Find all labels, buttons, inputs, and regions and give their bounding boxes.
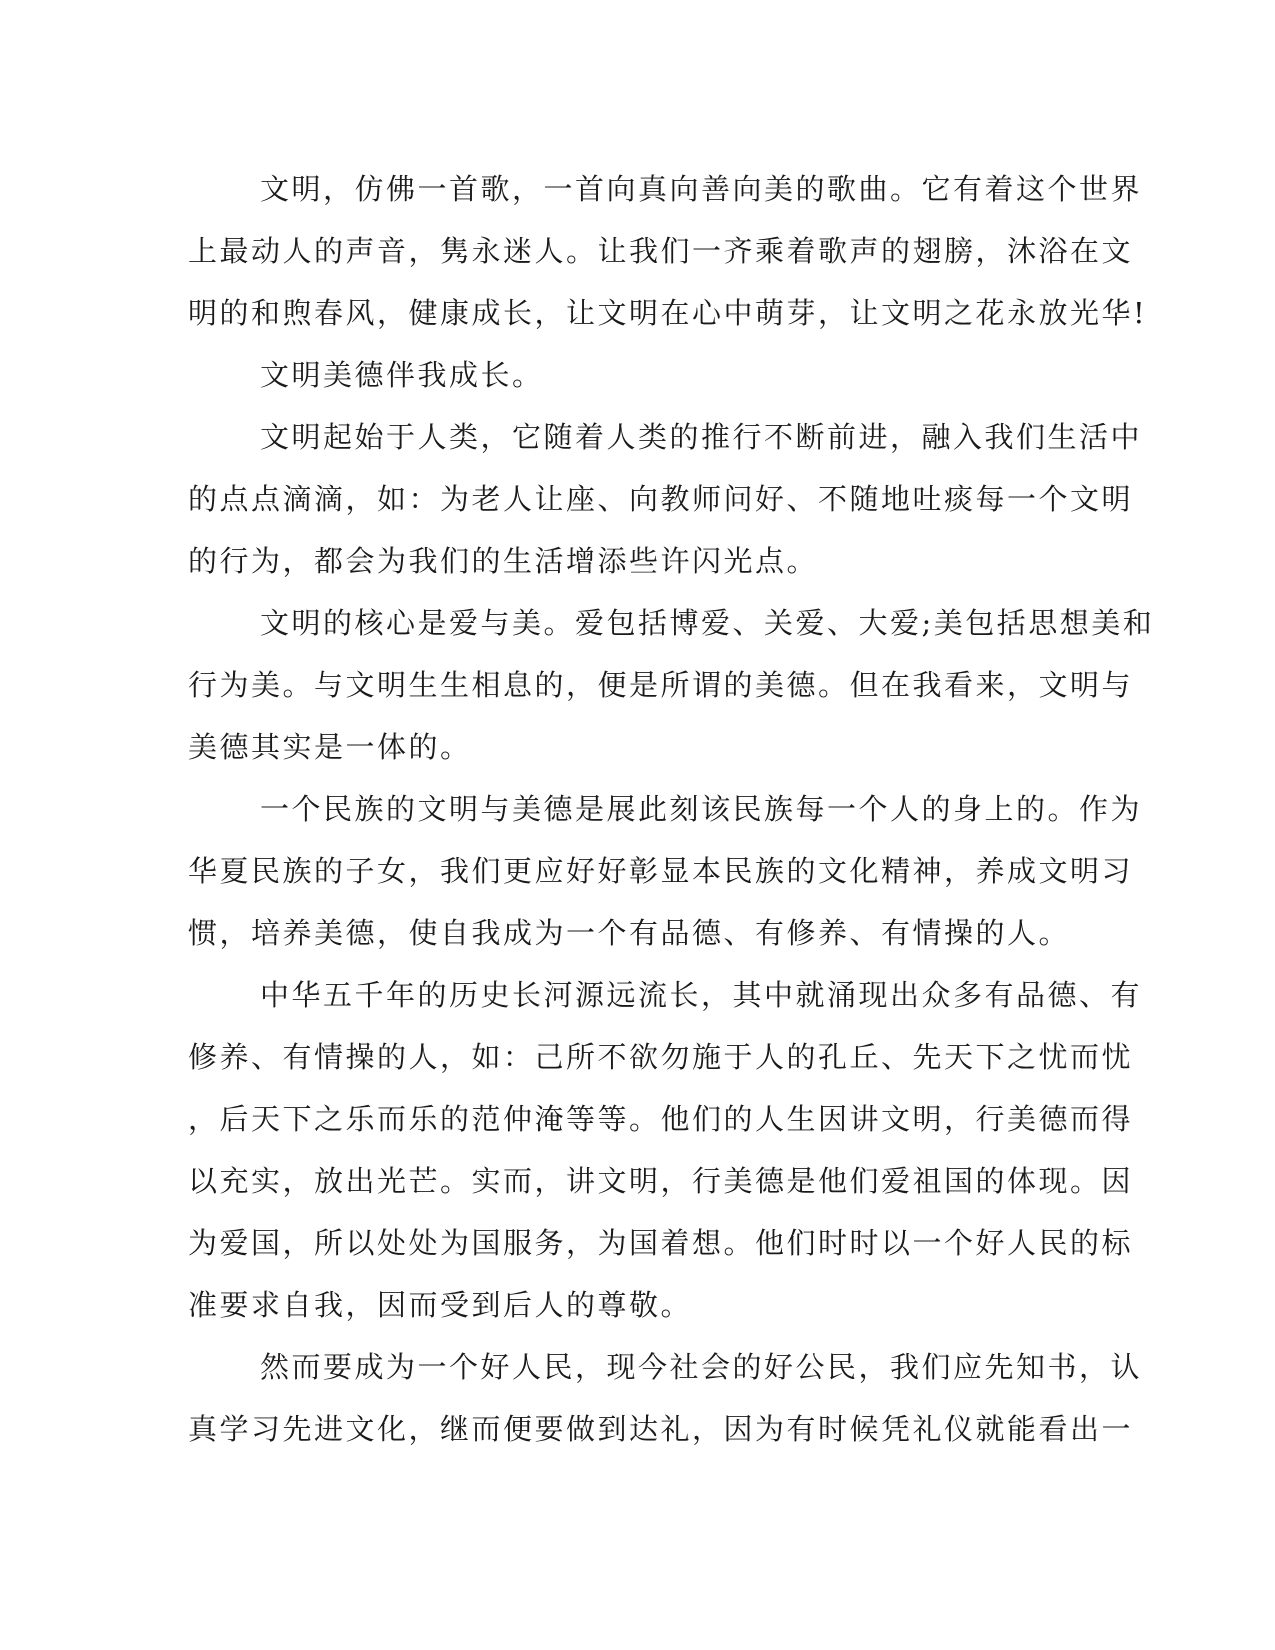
paragraph-line: 华夏民族的子女，我们更应好好彰显本民族的文化精神，养成文明习 [188,854,1134,888]
paragraph-line: 美德其实是一体的。 [188,730,472,764]
paragraph-line: 文明美德伴我成长。 [260,358,544,392]
paragraph-line: 文明的核心是爱与美。爱包括博爱、关爱、大爱;美包括思想美和 [260,606,1155,640]
paragraph-line: 惯，培养美德，使自我成为一个有品德、有修养、有情操的人。 [188,916,1071,950]
paragraph-line: 明的和煦春风，健康成长，让文明在心中萌芽，让文明之花永放光华! [188,296,1148,330]
paragraph-line: 真学习先进文化，继而便要做到达礼，因为有时候凭礼仪就能看出一 [188,1412,1134,1446]
paragraph-line: 的行为，都会为我们的生活增添些许闪光点。 [188,544,819,578]
document-body [188,158,1155,1460]
paragraph-line: 一个民族的文明与美德是展此刻该民族每一个人的身上的。作为 [260,792,1143,826]
paragraph-line: 为爱国，所以处处为国服务，为国着想。他们时时以一个好人民的标 [188,1226,1134,1260]
paragraph-line: 准要求自我，因而受到后人的尊敬。 [188,1288,693,1322]
paragraph-2 [188,344,1088,406]
paragraph-1 [188,158,1148,344]
paragraph-line: 然而要成为一个好人民，现今社会的好公民，我们应先知书，认 [260,1350,1143,1384]
paragraph-3 [188,406,1143,592]
paragraph-line: 上最动人的声音，隽永迷人。让我们一齐乘着歌声的翅膀，沐浴在文 [188,234,1134,268]
paragraph-line: 修养、有情操的人，如：己所不欲勿施于人的孔丘、先天下之忧而忧 [188,1040,1134,1074]
paragraph-line: ，后天下之乐而乐的范仲淹等等。他们的人生因讲文明，行美德而得 [188,1102,1134,1136]
paragraph-line: 文明，仿佛一首歌，一首向真向善向美的歌曲。它有着这个世界 [260,172,1143,206]
paragraph-line: 行为美。与文明生生相息的，便是所谓的美德。但在我看来，文明与 [188,668,1134,702]
paragraph-6 [188,964,1143,1336]
paragraph-line: 中华五千年的历史长河源远流长，其中就涌现出众多有品德、有 [260,978,1143,1012]
paragraph-line: 的点点滴滴，如：为老人让座、向教师问好、不随地吐痰每一个文明 [188,482,1134,516]
paragraph-4 [188,592,1155,778]
paragraph-line: 以充实，放出光芒。实而，讲文明，行美德是他们爱祖国的体现。因 [188,1164,1134,1198]
paragraph-7 [188,1336,1143,1460]
paragraph-5 [188,778,1143,964]
paragraph-line: 文明起始于人类，它随着人类的推行不断前进，融入我们生活中 [260,420,1143,454]
